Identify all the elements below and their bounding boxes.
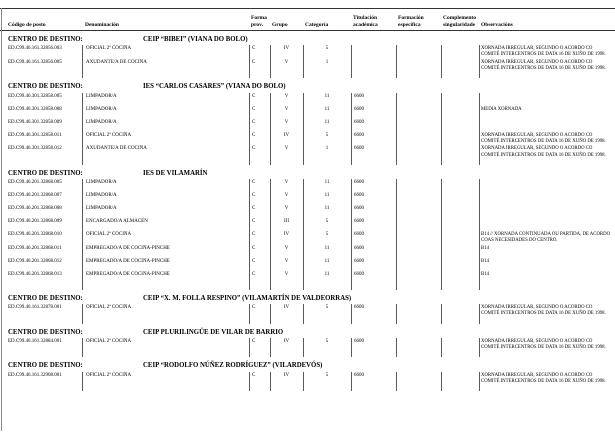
cell-forma-prov: C	[252, 245, 256, 251]
cell-denominacion: OFICIAL 2ª COCIÑA	[86, 338, 132, 344]
column-divider	[351, 179, 352, 290]
section-rows	[0, 372, 615, 392]
cell-denominacion: EMPREGADO/A DE COCIÑA-PINCHE	[86, 245, 170, 251]
column-divider	[441, 304, 442, 324]
cell-denominacion: AXUDANTE/A DE COCIÑA	[86, 146, 147, 152]
cell-grupo: V	[284, 245, 289, 251]
cell-denominacion: OFICIAL 2ª COCIÑA	[86, 132, 132, 138]
cell-categoria: 11	[324, 245, 330, 251]
cell-titulacion-academica	[351, 59, 396, 60]
column-divider	[396, 93, 397, 165]
section-rows	[0, 179, 615, 290]
cell-grupo: IV	[283, 372, 290, 378]
section-header	[0, 170, 615, 178]
cell-formacion-especifica	[396, 372, 441, 373]
cell-formacion-especifica	[396, 245, 441, 246]
table-row	[0, 304, 615, 318]
column-header: Forma prov.	[251, 15, 267, 28]
center-section	[0, 83, 615, 164]
cell-denominacion: OFICIAL 2ª COCIÑA	[86, 372, 132, 378]
center-section	[0, 362, 615, 391]
cell-categoria: 11	[324, 258, 330, 264]
column-divider	[270, 45, 271, 78]
cell-forma-prov: C	[252, 372, 256, 378]
table-row	[0, 245, 615, 258]
column-divider	[351, 45, 352, 78]
cell-complemento-singularidade	[441, 192, 479, 193]
cell-forma-prov: C	[252, 59, 256, 65]
cell-titulacion-academica: 6600	[354, 119, 364, 125]
column-divider	[82, 304, 83, 324]
cell-denominacion: OFICIAL 2ª COCIÑA	[86, 304, 132, 310]
table-row	[0, 205, 615, 218]
cell-grupo: V	[284, 106, 289, 112]
section-header	[0, 329, 615, 337]
cell-formacion-especifica	[396, 145, 441, 146]
table-row	[0, 271, 615, 284]
cell-codigo-de-posto: ED.C99.46.161.32856.003	[8, 46, 62, 52]
column-divider	[303, 304, 304, 324]
column-header: Código de posto	[8, 21, 46, 28]
column-divider	[441, 45, 442, 78]
cell-titulacion-academica: 6600	[354, 232, 364, 238]
cell-observacions	[479, 93, 615, 94]
cell-denominacion: ENCARGADO/A ALMACÉN	[86, 219, 148, 225]
cell-codigo-de-posto: ED.C99.46.301.32858.005	[8, 93, 62, 99]
cell-grupo: V	[284, 93, 289, 99]
cell-observacions	[479, 205, 615, 206]
column-divider	[82, 338, 83, 358]
cell-observacions: B14	[481, 258, 489, 264]
table-row	[0, 59, 615, 73]
cell-denominacion: OFICIAL 2ª COCIÑA	[86, 232, 132, 238]
column-divider	[249, 338, 250, 358]
cell-formacion-especifica	[396, 59, 441, 60]
cell-complemento-singularidade	[441, 271, 479, 272]
table-header-row	[0, 8, 615, 31]
column-divider	[303, 372, 304, 392]
table-row	[0, 338, 615, 352]
cell-codigo-de-posto: ED.C99.46.301.32858.011	[8, 132, 62, 138]
table-row	[0, 179, 615, 192]
centro-de-destino-label: CENTRO DE DESTINO:	[8, 328, 83, 336]
cell-observacions: XORNADA IRREGULAR, SEGUNDO O ACORDO CO COMITÉ INTERCENTROS DE DATA 16 DE XUÑO DE 1998.	[481, 46, 606, 58]
cell-denominacion: EMPREGADO/A DE COCIÑA-PINCHE	[86, 271, 170, 277]
column-divider	[249, 304, 250, 324]
cell-observacions: MEDIA XORNADA	[481, 106, 522, 112]
cell-grupo: V	[284, 119, 289, 125]
table-row	[0, 132, 615, 146]
cell-titulacion-academica: 6600	[354, 93, 364, 99]
cell-codigo-de-posto: ED.C99.46.201.32868.012	[8, 258, 62, 264]
cell-titulacion-academica: 6600	[354, 304, 364, 310]
cell-forma-prov: C	[252, 271, 256, 277]
cell-categoria: 11	[324, 106, 330, 112]
cell-denominacion: AXUDANTE/A DE COCIÑA	[86, 59, 147, 65]
cell-observacions: B14	[481, 245, 489, 251]
cell-observacions	[479, 192, 615, 193]
cell-grupo: V	[284, 258, 289, 264]
rpt-table	[0, 36, 615, 391]
center-name: CEIP “X. M. FOLLA RESPINO” (VILAMARTÍN DE VALDEORRAS)	[143, 294, 352, 302]
cell-codigo-de-posto: ED.C99.46.201.32868.008	[8, 206, 62, 212]
column-header: Denominación	[85, 21, 119, 28]
table-row	[0, 106, 615, 119]
cell-complemento-singularidade	[441, 338, 479, 339]
cell-categoria: 11	[324, 193, 330, 199]
cell-grupo: V	[284, 59, 289, 65]
column-divider	[351, 93, 352, 165]
cell-grupo: V	[284, 206, 289, 212]
cell-formacion-especifica	[396, 218, 441, 219]
cell-codigo-de-posto: ED.C99.46.301.32858.009	[8, 119, 62, 125]
cell-titulacion-academica: 6600	[354, 132, 364, 138]
cell-categoria: 5	[325, 304, 329, 310]
column-divider	[82, 93, 83, 165]
section-rows	[0, 45, 615, 78]
column-divider	[249, 372, 250, 392]
cell-forma-prov: C	[252, 146, 256, 152]
cell-complemento-singularidade	[441, 231, 479, 232]
cell-observacions: XORNADA IRREGULAR, SEGUNDO O ACORDO CO COMITÉ INTERCENTROS DE DATA 16 DE XUÑO DE 1998.	[481, 59, 606, 72]
cell-complemento-singularidade	[441, 372, 479, 373]
section-rows	[0, 93, 615, 165]
cell-formacion-especifica	[396, 132, 441, 133]
cell-codigo-de-posto: ED.C99.46.201.32868.009	[8, 219, 62, 225]
column-divider	[303, 338, 304, 358]
cell-grupo: IV	[283, 46, 290, 52]
cell-forma-prov: C	[252, 258, 256, 264]
cell-complemento-singularidade	[441, 145, 479, 146]
cell-formacion-especifica	[396, 192, 441, 193]
cell-codigo-de-posto: ED.C99.46.201.32868.013	[8, 271, 62, 277]
cell-complemento-singularidade	[441, 304, 479, 305]
cell-titulacion-academica	[351, 45, 396, 46]
cell-observacions: XORNADA IRREGULAR, SEGUNDO O ACORDO CO COMITÉ INTERCENTROS DE DATA 16 DE XUÑO DE 1998.	[481, 372, 606, 384]
column-divider	[82, 372, 83, 392]
cell-titulacion-academica: 6600	[354, 258, 364, 264]
column-divider	[351, 338, 352, 358]
cell-grupo: III	[284, 219, 289, 225]
cell-denominacion: LIMPADOR/A	[86, 206, 117, 212]
cell-formacion-especifica	[396, 258, 441, 259]
cell-grupo: V	[284, 180, 289, 186]
table-row	[0, 145, 615, 159]
column-divider	[303, 93, 304, 165]
cell-codigo-de-posto: ED.C99.46.161.32884.001	[8, 338, 62, 344]
column-divider	[479, 45, 480, 78]
section-header	[0, 295, 615, 303]
cell-formacion-especifica	[396, 179, 441, 180]
cell-denominacion: LIMPADOR/A	[86, 93, 117, 99]
cell-codigo-de-posto: ED.C99.46.201.32868.011	[8, 245, 62, 251]
cell-grupo: IV	[283, 232, 290, 238]
table-row	[0, 372, 615, 386]
column-divider	[396, 304, 397, 324]
cell-categoria: 11	[324, 206, 330, 212]
cell-grupo: IV	[283, 132, 290, 138]
cell-formacion-especifica	[396, 119, 441, 120]
cell-denominacion: LIMPADOR/A	[86, 119, 117, 125]
section-rows	[0, 338, 615, 358]
center-name: CEIP “RODOLFO NÚÑEZ RODRÍGUEZ” (VILARDEVÓS)	[143, 362, 323, 370]
center-name: CEIP “BIBEI” (VIANA DO BOLO)	[143, 36, 248, 43]
section-header	[0, 362, 615, 370]
column-divider	[441, 338, 442, 358]
cell-titulacion-academica: 6600	[354, 219, 364, 225]
cell-observacions: XORNADA IRREGULAR, SEGUNDO O ACORDO CO COMITÉ INTERCENTROS DE DATA 16 DE XUÑO DE 1998.	[481, 132, 606, 144]
column-divider	[351, 304, 352, 324]
column-divider	[270, 93, 271, 165]
cell-forma-prov: C	[252, 338, 256, 344]
cell-complemento-singularidade	[441, 119, 479, 120]
cell-complemento-singularidade	[441, 132, 479, 133]
cell-categoria: 11	[324, 93, 330, 99]
cell-categoria: 11	[324, 271, 330, 277]
cell-forma-prov: C	[252, 180, 256, 186]
cell-complemento-singularidade	[441, 218, 479, 219]
center-name: IES DE VILAMARÍN	[143, 169, 208, 177]
table-row	[0, 93, 615, 106]
cell-formacion-especifica	[396, 93, 441, 94]
column-divider	[396, 45, 397, 78]
centro-de-destino-label: CENTRO DE DESTINO:	[8, 36, 83, 43]
column-divider	[270, 304, 271, 324]
cell-complemento-singularidade	[441, 179, 479, 180]
cell-forma-prov: C	[252, 219, 256, 225]
center-section	[0, 170, 615, 290]
cell-forma-prov: C	[252, 193, 256, 199]
cell-grupo: V	[284, 271, 289, 277]
cell-formacion-especifica	[396, 231, 441, 232]
cell-forma-prov: C	[252, 106, 256, 112]
column-divider	[479, 304, 480, 324]
centro-de-destino-label: CENTRO DE DESTINO:	[8, 83, 83, 91]
cell-denominacion: LIMPADOR/A	[86, 106, 117, 112]
table-row	[0, 231, 615, 245]
cell-denominacion: LIMPADOR/A	[86, 193, 117, 199]
cell-observacions: XORNADA IRREGULAR, SEGUNDO O ACORDO CO COMITÉ INTERCENTROS DE DATA 16 DE XUÑO DE 1998.	[481, 304, 606, 317]
cell-observacions: B14	[481, 271, 489, 277]
cell-denominacion: EMPREGADO/A DE COCIÑA-PINCHE	[86, 258, 170, 264]
column-divider	[396, 338, 397, 358]
column-divider	[396, 372, 397, 392]
cell-formacion-especifica	[396, 338, 441, 339]
column-divider	[270, 179, 271, 290]
cell-codigo-de-posto: ED.C99.46.201.32868.010	[8, 232, 62, 238]
cell-observacions	[479, 179, 615, 180]
column-divider	[249, 93, 250, 165]
cell-codigo-de-posto: ED.C99.46.161.32856.005	[8, 59, 62, 65]
cell-complemento-singularidade	[441, 258, 479, 259]
cell-forma-prov: C	[252, 119, 256, 125]
section-header	[0, 36, 615, 44]
column-divider	[479, 93, 480, 165]
cell-observacions: XORNADA IRREGULAR, SEGUNDO O ACORDO CO COMITÉ INTERCENTROS DE DATA 16 DE XUÑO DE 1998.	[481, 146, 606, 158]
cell-formacion-especifica	[396, 271, 441, 272]
center-section	[0, 36, 615, 78]
column-divider	[351, 372, 352, 392]
cell-titulacion-academica: 6600	[354, 180, 364, 186]
cell-complemento-singularidade	[441, 245, 479, 246]
column-divider	[303, 179, 304, 290]
cell-codigo-de-posto: ED.C99.46.301.32858.008	[8, 106, 62, 112]
table-row	[0, 258, 615, 271]
column-divider	[479, 338, 480, 358]
cell-grupo: IV	[283, 338, 290, 344]
cell-formacion-especifica	[396, 106, 441, 107]
cell-grupo: V	[284, 146, 289, 152]
cell-categoria: 11	[324, 180, 330, 186]
cell-codigo-de-posto: ED.C99.46.201.32868.007	[8, 193, 62, 199]
column-header: Categoría	[305, 21, 329, 28]
column-header: Grupo	[272, 21, 288, 28]
cell-categoria: 5	[325, 232, 329, 238]
cell-formacion-especifica	[396, 45, 441, 46]
column-divider	[249, 45, 250, 78]
column-header: Observacións	[481, 21, 513, 28]
table-row	[0, 192, 615, 205]
cell-categoria: 5	[325, 46, 329, 52]
column-divider	[441, 372, 442, 392]
cell-categoria: 5	[325, 132, 329, 138]
column-divider	[479, 372, 480, 392]
column-divider	[270, 372, 271, 392]
cell-categoria: 5	[325, 219, 329, 225]
column-divider	[479, 179, 480, 290]
cell-codigo-de-posto: ED.C99.46.161.32878.001	[8, 304, 62, 310]
cell-forma-prov: C	[252, 232, 256, 238]
cell-denominacion: OFICIAL 2ª COCIÑA	[86, 46, 132, 52]
cell-categoria: 5	[325, 338, 329, 344]
table-row	[0, 119, 615, 132]
cell-categoria: 1	[325, 146, 329, 152]
cell-titulacion-academica: 6600	[354, 271, 364, 277]
table-row	[0, 45, 615, 59]
cell-observacions	[479, 119, 615, 120]
cell-complemento-singularidade	[441, 205, 479, 206]
center-name: IES “CARLOS CASARES” (VIANA DO BOLO)	[143, 83, 286, 91]
centro-de-destino-label: CENTRO DE DESTINO:	[8, 294, 83, 302]
column-divider	[82, 179, 83, 290]
cell-observacions: B14 // XORNADA CONTINUADA OU PARTIDA, DE ACORDO COAS NECESIDADES DO CENTRO.	[481, 232, 611, 244]
center-name: CEIP PLURILINGÜE DE VILAR DE BARRIO	[143, 328, 284, 336]
cell-categoria: 1	[325, 59, 329, 65]
column-divider	[303, 45, 304, 78]
column-divider	[270, 338, 271, 358]
cell-codigo-de-posto: ED.C99.46.201.32868.005	[8, 180, 62, 186]
column-header: Complemento singularidade	[443, 15, 476, 28]
center-section	[0, 329, 615, 358]
cell-forma-prov: C	[252, 46, 256, 52]
cell-grupo: IV	[283, 304, 290, 310]
cell-complemento-singularidade	[441, 93, 479, 94]
cell-observacions	[479, 218, 615, 219]
cell-titulacion-academica: 6600	[354, 106, 364, 112]
cell-formacion-especifica	[396, 205, 441, 206]
column-divider	[396, 179, 397, 290]
cell-categoria: 5	[325, 372, 329, 378]
column-divider	[441, 179, 442, 290]
cell-codigo-de-posto: ED.C99.46.161.32908.001	[8, 372, 62, 378]
column-divider	[441, 93, 442, 165]
cell-titulacion-academica: 6600	[354, 146, 364, 152]
column-divider	[82, 45, 83, 78]
cell-observacions: XORNADA IRREGULAR, SEGUNDO O ACORDO CO COMITÉ INTERCENTROS DE DATA 16 DE XUÑO DE 1998.	[481, 338, 606, 351]
cell-complemento-singularidade	[441, 59, 479, 60]
centro-de-destino-label: CENTRO DE DESTINO:	[8, 169, 83, 177]
cell-forma-prov: C	[252, 132, 256, 138]
section-header	[0, 83, 615, 91]
cell-titulacion-academica: 6600	[354, 193, 364, 199]
cell-complemento-singularidade	[441, 45, 479, 46]
centro-de-destino-label: CENTRO DE DESTINO:	[8, 362, 83, 370]
cell-titulacion-academica: 6600	[354, 245, 364, 251]
column-header: Formación específica	[398, 15, 424, 28]
table-row	[0, 218, 615, 231]
cell-complemento-singularidade	[441, 106, 479, 107]
cell-titulacion-academica: 6600	[354, 338, 364, 344]
cell-forma-prov: C	[252, 93, 256, 99]
cell-titulacion-academica: 6600	[354, 372, 364, 378]
cell-formacion-especifica	[396, 304, 441, 305]
cell-grupo: V	[284, 193, 289, 199]
section-rows	[0, 304, 615, 324]
cell-titulacion-academica: 6600	[354, 206, 364, 212]
cell-codigo-de-posto: ED.C99.46.301.32858.012	[8, 146, 62, 152]
cell-categoria: 11	[324, 119, 330, 125]
cell-forma-prov: C	[252, 304, 256, 310]
column-header: Titulación académica	[353, 15, 378, 28]
column-divider	[249, 179, 250, 290]
center-section	[0, 295, 615, 324]
cell-forma-prov: C	[252, 206, 256, 212]
cell-denominacion: LIMPADOR/A	[86, 180, 117, 186]
